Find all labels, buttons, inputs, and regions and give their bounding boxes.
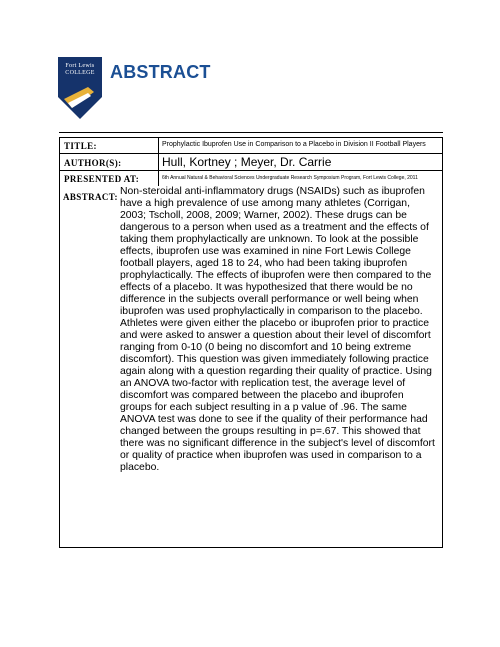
logo-mountain-icon [58,83,102,119]
authors-row [60,154,442,171]
title-value: Prophylactic Ibuprofen Use in Comparison to a Placebo in Division II Football Players [162,141,426,148]
authors-label: AUTHOR(S): [64,158,122,168]
presented-value: 6th Annual Natural & Behavioral Sciences Undergraduate Research Symposium Program, Fort Lewis College, 2011 [162,175,418,181]
title-row [60,138,442,154]
authors-value: Hull, Kortney ; Meyer, Dr. Carrie [162,155,332,169]
abstract-label: ABSTRACT: [63,192,118,202]
college-logo [58,57,102,119]
presented-label: PRESENTED AT: [64,174,140,184]
abstract-text: Non-steroidal anti-inflammatory drugs (NSAIDs) such as ibuprofen have a high prevalence of use among many athletes (Corrigan, 2003; Tscholl, 2008, 2009; Warner, 2002). These drugs can be dangerous to a person when used as a treatment and the effects of taking them prophylactically are unknown. To look at the possible effects, ibuprofen use was examined in nine Fort Lewis College football players, aged 18 to 24, who had been taking ibuprofen prophylactically. The effects of ibuprofen were then compared to the effects of a placebo. It was hypothesized that there would be no difference in the subjects overall performance or well being when ibuprofen was used prophylactically in comparison to the placebo. Athletes were given either the placebo or ibuprofen prior to practice and were asked to answer a question about their level of discomfort ranging from 0-10 (0 being no discomfort and 10 being extreme discomfort). This question was given immediately following practice again along with a question regarding their quality of practice. Using an ANOVA two-factor with replication test, the average level of discomfort was compared between the placebo and ibuprofen groups for each subject resulting in a p value of .96. The same ANOVA test was done to see if the quality of their performance had changed between the groups resulting in p=.67. This showed that there was no significant difference in the subject's level of discomfort or quality of practice when ibuprofen was used in comparison to a placebo. [120,186,435,473]
page-title: ABSTRACT [110,62,211,82]
top-divider [59,132,443,133]
logo-text-line2: COLLEGE [65,70,95,76]
title-label: TITLE: [64,141,97,151]
logo-text-line1: Fort Lewis [65,63,95,69]
presented-row [60,171,442,186]
